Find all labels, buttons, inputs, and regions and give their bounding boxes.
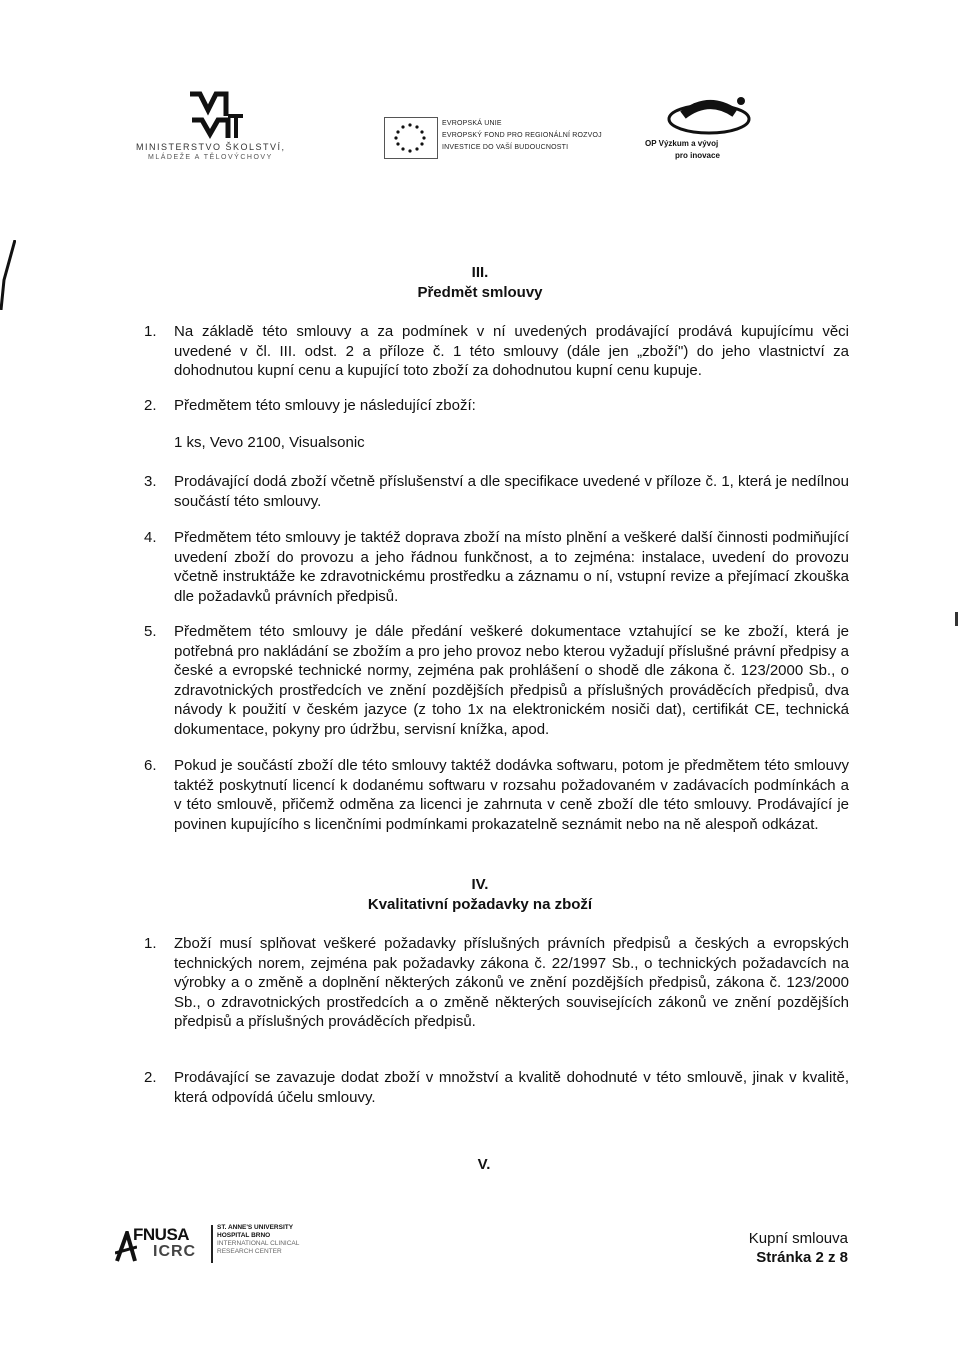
clause-number: 1. <box>144 323 157 340</box>
clause-number: 5. <box>144 623 157 640</box>
eu-stars-icon <box>393 122 427 154</box>
clause-text: Na základě této smlouvy a za podmínek v ní uvedených prodávající prodává kupujícímu věci uvedené v čl. III. odst. 2 a příloze č. 1 této smlouvy (dále jen „zboží") do jeho vlastnictví za dohodnutou kupní cenu a kupující toto zboží za dohodnutou kupní cenu kupuje. <box>174 323 849 379</box>
op-logo-line2: pro inovace <box>675 151 720 160</box>
msmt-logo <box>136 82 286 182</box>
clause-text: Předmětem této smlouvy je taktéž doprava zboží na místo plnění a veškeré další činnosti podmiňující uvedení zboží do provozu a jeho řádnou funkčnost, a to zejména: instalace, uvedení do provozu včetně instruktáže ke zdravotnickému prostředku a záznamu o ní, vstupní revize a přejímací zkouška dle požadavků právních předpisů. <box>174 529 849 605</box>
eu-logo-line2: EVROPSKÝ FOND PRO REGIONÁLNÍ ROZVOJ <box>442 132 602 139</box>
logo-side-text <box>217 1224 299 1256</box>
op-vavpi-logo <box>645 95 755 175</box>
goods-item: 1 ks, Vevo 2100, Visualsonic <box>174 434 365 451</box>
msmt-emblem-icon <box>188 90 244 140</box>
clause-text: Předmětem této smlouvy je dále předání veškeré dokumentace vztahující se ke zboží, která je potřebná pro nakládání se zbožím a pro jeho provoz nebo kterou vyžadují příslušné právní předpisy a české a evropské technické normy, zejména pak prohlášení o shodě dle zákona č. 123/2000 Sb., o zdravotnických prostředcích ve znění pozdějších předpisů a příslušných prováděcích předpisů, dva návody k použití v českém jazyce (z toho 1x na elektronickém nosiči dat), certifikát CE, technická dokumentace, pokyny pro údržbu, servisní knížka, apod. <box>174 623 849 738</box>
msmt-logo-line1: MINISTERSTVO ŠKOLSTVÍ, <box>136 142 286 152</box>
scan-mark <box>955 612 958 626</box>
logo-side-line3: INTERNATIONAL CLINICAL <box>217 1240 300 1247</box>
eu-logo <box>384 117 644 161</box>
footer-info <box>749 1229 848 1267</box>
op-logo-line1: OP Výzkum a vývoj <box>645 139 719 148</box>
msmt-logo-line2: MLÁDEŽE A TĚLOVÝCHOVY <box>148 154 273 161</box>
eu-logo-text <box>442 118 602 154</box>
clause-number: 1. <box>144 935 157 952</box>
clause-number: 3. <box>144 473 157 490</box>
clause-number: 2. <box>144 397 157 414</box>
eu-logo-line1: EVROPSKÁ UNIE <box>442 120 502 127</box>
icrc-text: ICRC <box>153 1243 197 1260</box>
clause-number: 6. <box>144 757 157 774</box>
eu-logo-line3: INVESTICE DO VAŠÍ BUDOUCNOSTI <box>442 144 569 151</box>
clause-text: Prodávající dodá zboží včetně příslušenství a dle specifikace uvedené v příloze č. 1, která je nedílnou součástí této smlouvy. <box>174 473 849 510</box>
logo-side-line4: RESEARCH CENTER <box>217 1248 282 1255</box>
section-5-number: V. <box>477 1156 491 1173</box>
fnusa-icrc-logo <box>115 1223 315 1273</box>
section-4-title: Kvalitativní požadavky na zboží <box>367 896 593 913</box>
clause-number: 2. <box>144 1069 157 1086</box>
logo-side-line2: HOSPITAL BRNO <box>217 1232 271 1239</box>
footer-doc-title: Kupní smlouva <box>748 1230 848 1247</box>
section-3-number: III. <box>471 264 489 281</box>
eu-flag <box>384 117 438 159</box>
clause-text: Zboží musí splňovat veškeré požadavky příslušných právních předpisů a českých a evropských technických norem, zejména pak požadavky zákona č. 22/1997 Sb., o technických požadavcích na výrobky a o změně a doplnění některých zákonů ve znění pozdějších předpisů, zákona č. 123/2000 Sb., o zdravotnických prostředcích a o změně některých souvisejících zákonů ve znění pozdějších předpisů a příslušných prováděcích předpisů. <box>174 935 849 1030</box>
logo-divider <box>211 1225 213 1263</box>
fnusa-text: FNUSA <box>133 1225 190 1244</box>
op-swoosh-icon <box>665 95 753 139</box>
section-3-title: Předmět smlouvy <box>417 284 543 301</box>
clause-text: Prodávající se zavazuje dodat zboží v množství a kvalitě dohodnuté v této smlouvě, jinak v kvalitě, která odpovídá účelu smlouvy. <box>174 1069 849 1106</box>
logo-side-line1: ST. ANNE'S UNIVERSITY <box>217 1224 294 1231</box>
clause-number: 4. <box>144 529 157 546</box>
footer-page-label: Stránka 2 z 8 <box>756 1249 848 1266</box>
section-4-number: IV. <box>471 876 489 893</box>
clause-text: Pokud je součástí zboží dle této smlouvy taktéž dodávka softwaru, potom je předmětem této smlouvy taktéž poskytnutí licencí k dodanému softwaru v rozsahu požadovaném v zadávacích podmínkách a v této smlouvě, přičemž odměna za licenci je zahrnuta v ceně zboží dle této smlouvy. Prodávající je povinen kupujícího s licenčními podmínkami prokazatelně seznámit nebo na ně alespoň odkázat. <box>174 757 849 833</box>
clause-text: Předmětem této smlouvy je následující zboží: <box>174 397 476 414</box>
